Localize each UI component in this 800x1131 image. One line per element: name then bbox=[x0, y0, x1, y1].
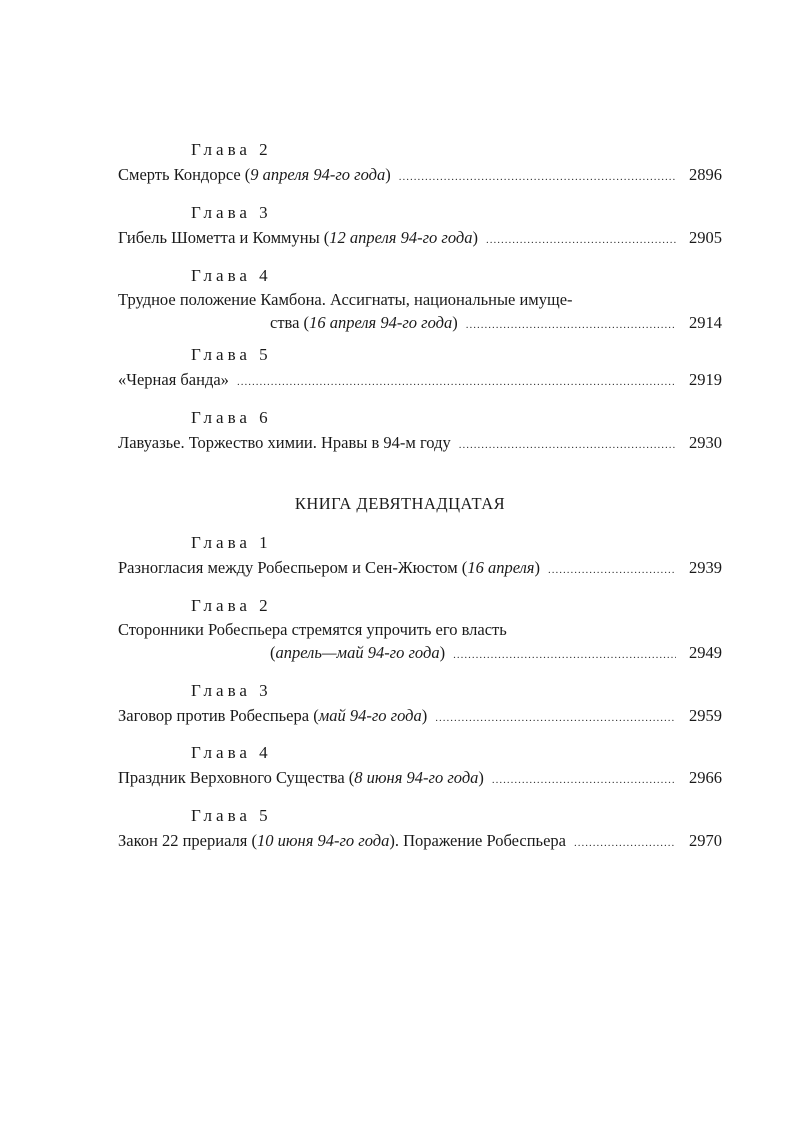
chapter-heading: Глава 4 bbox=[191, 743, 272, 762]
entry-title: (апрель—май 94-го года) bbox=[270, 643, 446, 662]
page-number: 2959 bbox=[689, 706, 722, 725]
dot-leader bbox=[399, 171, 676, 183]
toc-entry[interactable] bbox=[118, 228, 722, 248]
chapter-heading: Глава 5 bbox=[191, 806, 272, 825]
page-number: 2930 bbox=[689, 433, 722, 452]
chapter-heading: Глава 1 bbox=[191, 533, 272, 552]
entry-title-line1: Сторонники Робеспьера стремятся упрочить его власть bbox=[118, 620, 507, 639]
chapter-heading: Глава 6 bbox=[191, 408, 272, 427]
entry-title: ства (16 апреля 94-го года) bbox=[270, 313, 458, 332]
dot-leader bbox=[492, 774, 676, 786]
chapter-heading: Глава 3 bbox=[191, 203, 272, 222]
chapter-heading: Глава 4 bbox=[191, 266, 272, 285]
dot-leader bbox=[466, 319, 676, 331]
entry-title: Заговор против Робеспьера (май 94-го года) bbox=[118, 706, 428, 725]
toc-entry[interactable] bbox=[270, 313, 722, 333]
page-number: 2966 bbox=[689, 768, 722, 787]
page-number: 2914 bbox=[689, 313, 722, 332]
dot-leader bbox=[486, 234, 676, 246]
dot-leader bbox=[435, 712, 676, 724]
toc-entry[interactable] bbox=[118, 768, 722, 788]
toc-entry[interactable] bbox=[118, 831, 722, 851]
entry-title: Лавуазье. Торжество химии. Нравы в 94-м году bbox=[118, 433, 451, 452]
book-title: КНИГА ДЕВЯТНАДЦАТАЯ bbox=[294, 494, 506, 513]
entry-title: Праздник Верховного Существа (8 июня 94-го года) bbox=[118, 768, 484, 787]
toc-entry[interactable] bbox=[118, 433, 722, 453]
entry-title: «Черная банда» bbox=[118, 370, 229, 389]
dot-leader bbox=[574, 837, 676, 849]
dot-leader bbox=[237, 376, 676, 388]
page-number: 2919 bbox=[689, 370, 722, 389]
page-number: 2949 bbox=[689, 643, 722, 662]
entry-title: Смерть Кондорсе (9 апреля 94-го года) bbox=[118, 165, 391, 184]
toc-entry[interactable] bbox=[118, 370, 722, 390]
toc-entry[interactable] bbox=[118, 706, 722, 726]
page-number: 2970 bbox=[689, 831, 722, 850]
page-number: 2896 bbox=[689, 165, 722, 184]
toc-entry[interactable] bbox=[270, 643, 722, 663]
chapter-heading: Глава 2 bbox=[191, 140, 272, 159]
entry-title: Гибель Шометта и Коммуны (12 апреля 94-го года) bbox=[118, 228, 478, 247]
chapter-heading: Глава 2 bbox=[191, 596, 272, 615]
chapter-heading: Глава 5 bbox=[191, 345, 272, 364]
dot-leader bbox=[459, 439, 676, 451]
entry-title-line1: Трудное положение Камбона. Ассигнаты, национальные имуще- bbox=[118, 290, 573, 309]
toc-entry[interactable] bbox=[118, 558, 722, 578]
page-number: 2905 bbox=[689, 228, 722, 247]
dot-leader bbox=[548, 564, 676, 576]
entry-title: Разногласия между Робеспьером и Сен-Жюстом (16 апреля) bbox=[118, 558, 540, 577]
toc-entry[interactable] bbox=[118, 165, 722, 185]
chapter-heading: Глава 3 bbox=[191, 681, 272, 700]
entry-title: Закон 22 прериаля (10 июня 94-го года). Поражение Робеспьера bbox=[118, 831, 566, 850]
page-number: 2939 bbox=[689, 558, 722, 577]
dot-leader bbox=[453, 649, 676, 661]
